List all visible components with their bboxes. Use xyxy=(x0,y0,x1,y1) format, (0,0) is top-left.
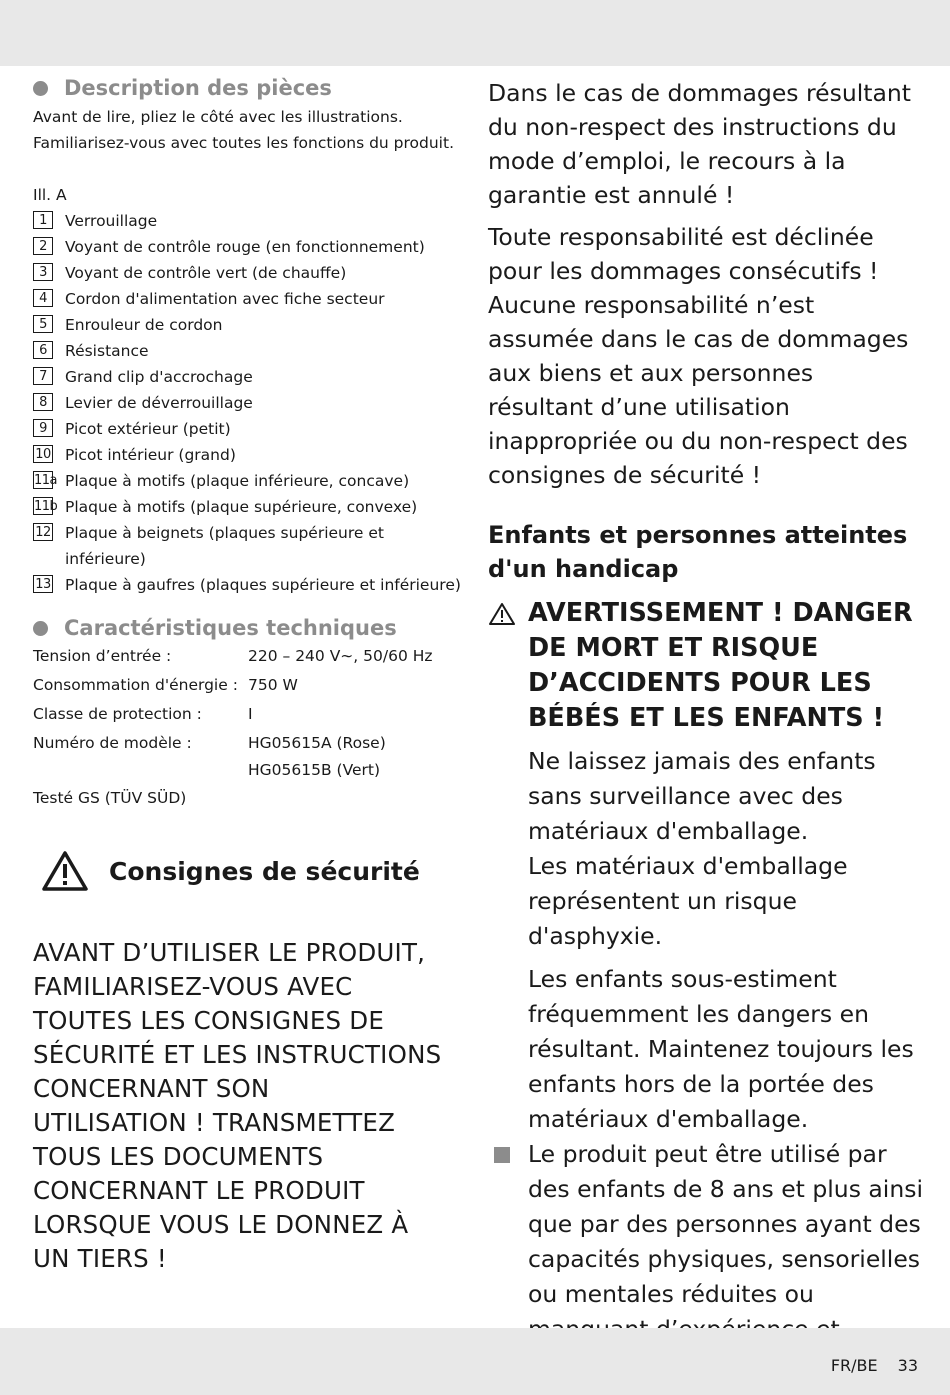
warranty-paragraph: Dans le cas de dommages résultant du non-respect des instructions du mode d’emploi, le recours à la garantie est annulé ! xyxy=(488,79,911,209)
spec-row xyxy=(33,700,463,729)
part-number: 13 xyxy=(33,575,53,593)
footer-band xyxy=(0,1328,950,1395)
spec-label: Tension d’entrée : xyxy=(33,647,172,665)
part-label: Cordon d'alimentation avec fiche secteur xyxy=(65,290,385,308)
left-column xyxy=(33,76,463,1276)
part-number: 7 xyxy=(33,367,53,385)
spec-value-2: HG05615B (Vert) xyxy=(248,761,381,779)
list-item xyxy=(33,572,463,598)
spec-label: Classe de protection : xyxy=(33,705,202,723)
spec-label: Numéro de modèle : xyxy=(33,734,192,752)
part-number: 9 xyxy=(33,419,53,437)
spec-value: I xyxy=(248,705,253,723)
part-number: 6 xyxy=(33,341,53,359)
header-band xyxy=(0,0,950,66)
list-item xyxy=(33,442,463,468)
part-number: 2 xyxy=(33,237,53,255)
warning-text-3: Les enfants sous-estiment fréquemment les dangers en résultant. Maintenez toujours les enfants hors de la portée des matériaux d'emballage. xyxy=(528,965,914,1133)
part-number: 12 xyxy=(33,523,53,541)
parts-list xyxy=(33,208,463,598)
page-number: 33 xyxy=(897,1356,918,1375)
children-heading: Enfants et personnes atteintes d'un handicap xyxy=(488,521,908,583)
list-item xyxy=(33,468,463,494)
circle-bullet-icon xyxy=(33,81,48,96)
specs-section-heading xyxy=(33,616,463,640)
caps-line: UN TIERS ! xyxy=(33,1244,167,1273)
part-label: Plaque à motifs (plaque supérieure, convexe) xyxy=(65,498,418,516)
part-label: Voyant de contrôle rouge (en fonctionnement) xyxy=(65,238,425,256)
part-label: Levier de déverrouillage xyxy=(65,394,253,412)
warning-text-2: Les matériaux d'emballage représentent un risque d'asphyxie. xyxy=(528,852,848,950)
caps-line: CONCERNANT SON xyxy=(33,1074,270,1103)
spec-value: 220 – 240 V∼, 50/60 Hz xyxy=(248,647,433,665)
caps-line: LORSQUE VOUS LE DONNEZ À xyxy=(33,1210,409,1239)
part-label: Plaque à motifs (plaque inférieure, concave) xyxy=(65,472,410,490)
list-item xyxy=(488,1137,923,1347)
part-label: Voyant de contrôle vert (de chauffe) xyxy=(65,264,347,282)
specs-title: Caractéristiques techniques xyxy=(64,616,397,640)
part-label: Résistance xyxy=(65,342,149,360)
list-item xyxy=(33,390,463,416)
part-label: Plaque à gaufres (plaques supérieure et inférieure) xyxy=(65,576,461,594)
spec-value-group xyxy=(248,729,386,782)
page-footer xyxy=(831,1356,918,1375)
list-item xyxy=(33,234,463,260)
parts-intro-2: Familiarisez-vous avec toutes les fonctions du produit. xyxy=(33,134,454,152)
spec-row xyxy=(33,729,463,782)
caps-line: TOUS LES DOCUMENTS xyxy=(33,1142,324,1171)
ill-label: Ill. A xyxy=(33,186,67,204)
warning-title: AVERTISSEMENT ! DANGER DE MORT ET RISQUE D’ACCIDENTS POUR LES BÉBÉS ET LES ENFANTS ! xyxy=(528,598,913,733)
part-number: 5 xyxy=(33,315,53,333)
warning-text-1: Ne laissez jamais des enfants sans surveillance avec des matériaux d'emballage. xyxy=(528,747,876,845)
parts-section-heading xyxy=(33,76,463,100)
spec-value: HG05615A (Rose) xyxy=(248,734,386,752)
list-item xyxy=(33,312,463,338)
part-number: 8 xyxy=(33,393,53,411)
part-number: 10 xyxy=(33,445,53,463)
warning-triangle-icon xyxy=(488,602,516,626)
part-number: 11b xyxy=(34,499,58,514)
part-label: Plaque à beignets (plaques supérieure et inférieure) xyxy=(65,524,384,568)
part-number: 3 xyxy=(33,263,53,281)
specs-table xyxy=(33,642,463,782)
spec-value: 750 W xyxy=(248,676,298,694)
part-number: 4 xyxy=(33,289,53,307)
caps-line: CONCERNANT LE PRODUIT xyxy=(33,1176,365,1205)
list-item xyxy=(33,286,463,312)
warning-triangle-icon xyxy=(41,850,89,892)
list-item xyxy=(33,364,463,390)
circle-bullet-icon xyxy=(33,621,48,636)
bullet-text: Le produit peut être utilisé par des enfants de 8 ans et plus ainsi que par des personnes ayant des capacités physiques, sensorielles ou mentales réduites ou xyxy=(528,1140,924,1308)
spec-row xyxy=(33,642,463,671)
list-item xyxy=(33,208,463,234)
warning-block xyxy=(488,596,923,736)
caps-line: SÉCURITÉ ET LES INSTRUCTIONS xyxy=(33,1040,442,1069)
list-item xyxy=(33,416,463,442)
footer-lang: FR/BE xyxy=(830,1356,878,1375)
safety-caps-notice xyxy=(33,936,463,1276)
safety-heading xyxy=(41,850,463,892)
parts-intro-1: Avant de lire, pliez le côté avec les illustrations. xyxy=(33,108,403,126)
part-label: Grand clip d'accrochage xyxy=(65,368,253,386)
part-label: Verrouillage xyxy=(65,212,158,230)
spec-row xyxy=(33,671,463,700)
list-item xyxy=(33,260,463,286)
gs-tested-note: Testé GS (TÜV SÜD) xyxy=(33,789,187,807)
caps-line: TOUTES LES CONSIGNES DE xyxy=(33,1006,385,1035)
caps-line: AVANT D’UTILISER LE PRODUIT, xyxy=(33,938,426,967)
part-number: 11a xyxy=(34,473,58,488)
part-number: 1 xyxy=(33,211,53,229)
caps-line: FAMILIARISEZ-VOUS AVEC xyxy=(33,972,353,1001)
list-item xyxy=(33,338,463,364)
spec-label: Consommation d'énergie : xyxy=(33,676,238,694)
part-label: Picot extérieur (petit) xyxy=(65,420,231,438)
square-bullet-icon xyxy=(494,1147,510,1163)
part-label: Picot intérieur (grand) xyxy=(65,446,236,464)
list-item xyxy=(33,520,463,572)
caps-line: UTILISATION ! TRANSMETTEZ xyxy=(33,1108,396,1137)
right-column xyxy=(488,76,923,1347)
part-label: Enrouleur de cordon xyxy=(65,316,223,334)
liability-paragraph: Toute responsabilité est déclinée pour les dommages consécutifs ! Aucune responsabilité n’est assumée dans le cas de dommages aux biens et aux personnes résultant d’une utilisation inappropriée ou du non-respect des consignes de sécurité ! xyxy=(488,223,909,489)
list-item xyxy=(33,494,463,520)
parts-title: Description des pièces xyxy=(64,76,332,100)
safety-title: Consignes de sécurité xyxy=(109,856,420,886)
